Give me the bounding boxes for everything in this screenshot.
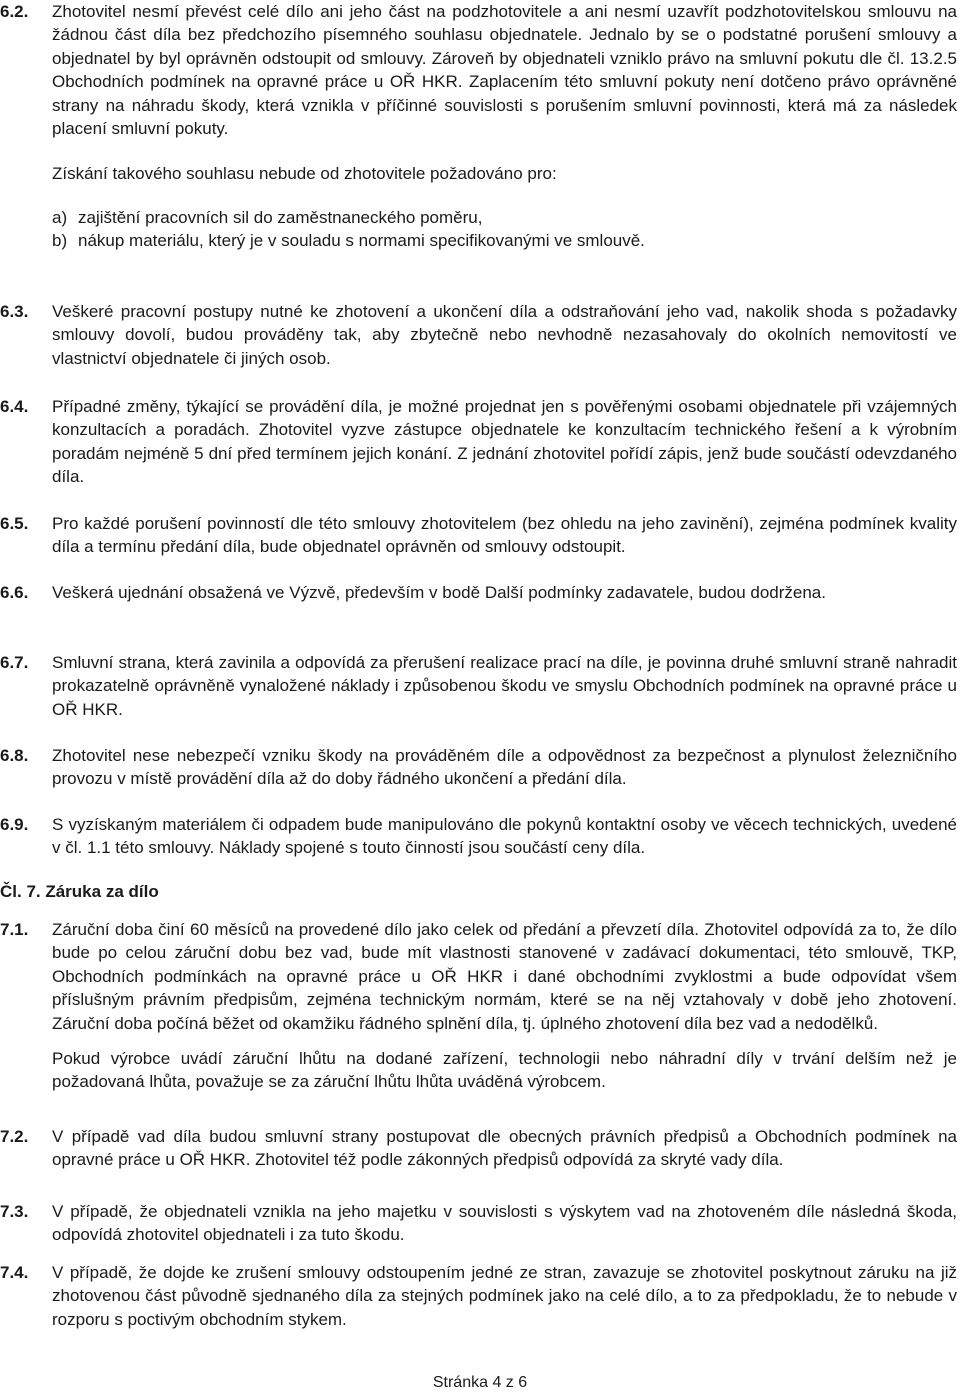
- clause-text: Zhotovitel nesmí převést celé dílo ani jeho část na podzhotovitele a ani nesmí uzavřít podzhotovitelskou smlouvu na žádnou část díla bez předchozího písemného souhlasu objednatele. Jednalo by se o podstatné porušení smlouvy a objednatel by byl oprávněn odstoupit od smlouvy. Zároveň by objednateli vzniklo právo na smluvní pokutu dle čl. 13.2.5 Obchodních podmínek na opravné práce u OŘ HKR. Zaplacením této smluvní pokuty není dotčeno právo oprávněné strany na náhradu škody, která vznikla v příčinné souvislosti s porušením smluvní povinnosti, která má za následek placení smluvní pokuty.: [52, 2, 957, 139]
- clause-body: [52, 0, 957, 253]
- clause-intro: Získání takového souhlasu nebude od zhotovitele požadováno pro:: [52, 164, 557, 184]
- clause-7-2: [0, 1125, 957, 1172]
- list-item: [52, 229, 957, 252]
- clause-text: Záruční doba činí 60 měsíců na provedené dílo jako celek od předání a převzetí díla. Zhotovitel odpovídá za to, že dílo bude po celou záruční dobu bez vad, bude mít vlastnosti stanovené v zadávací dokumentaci, této smlouvě, TKP, Obchodních podmínkách na opravné práce u OŘ HKR i dané obchodními zvyklostmi a bude odpovídat všem příslušným právním předpisům, zejména technickým normám, které se na něj vztahovaly v době jeho zhotovení. Záruční doba počíná běžet od okamžiku řádného splnění díla, tj. úplného zhotovení díla bez vad a nedodělků.: [52, 920, 957, 1033]
- clause-number: 7.1.: [0, 920, 29, 939]
- section-heading: Čl. 7. Záruka za dílo: [0, 882, 159, 901]
- clause-text: V případě vad díla budou smluvní strany postupovat dle obecných právních předpisů a Obchodních podmínek na opravné práce u OŘ HKR. Zhotovitel též podle zákonných předpisů odpovídá za skryté vady díla.: [52, 1127, 957, 1170]
- clause-number: 7.2.: [0, 1127, 29, 1146]
- clause-6-8: [0, 744, 957, 791]
- list-marker: a): [52, 207, 68, 227]
- clause-6-4: [0, 395, 957, 489]
- clause-text: S vyzískaným materiálem či odpadem bude manipulováno dle pokynů kontaktní osoby ve věcech technických, uvedené v čl. 1.1 této smlouvy. Náklady spojené s touto činností jsou součástí ceny díla.: [52, 815, 957, 858]
- clause-text: Veškerá ujednání obsažená ve Výzvě, především v bodě Další podmínky zadavatele, budou dodržena.: [52, 583, 826, 602]
- clause-number: 6.2.: [0, 2, 29, 21]
- clause-number: 7.3.: [0, 1202, 29, 1221]
- clause-6-7: [0, 651, 957, 721]
- exception-list: [52, 206, 957, 253]
- clause-number: 6.5.: [0, 514, 29, 533]
- clause-text: Případné změny, týkající se provádění díla, je možné projednat jen s pověřenými osobami objednatele při vzájemných konzultacích a poradách. Zhotovitel vyzve zástupce objednatele ke konzultacím technického řešení a k výrobním poradám nejméně 5 dní před termínem jejich konání. Z jednání zhotovitel pořídí zápis, jenž bude součástí odevzdaného díla.: [52, 397, 957, 487]
- clause-text: Pro každé porušení povinností dle této smlouvy zhotovitelem (bez ohledu na jeho zavinění), zejména podmínek kvality díla a termínu předání díla, bude objednatel oprávněn od smlouvy odstoupit.: [52, 514, 957, 557]
- list-text: nákup materiálu, který je v souladu s normami specifikovanými ve smlouvě.: [78, 231, 645, 251]
- clause-text: V případě, že dojde ke zrušení smlouvy odstoupením jedné ze stran, zavazuje se zhotovitel poskytnout záruku na již zhotovenou část původně sjednaného díla za stejných podmínek jako na celé dílo, a to za předpokladu, že to nebude v rozporu s poctivým obchodním stykem.: [52, 1263, 957, 1329]
- clause-6-6: [0, 581, 957, 604]
- clause-text: Zhotovitel nese nebezpečí vzniku škody na prováděném díle a odpovědnost za bezpečnost a plynulost železničního provozu v místě provádění díla až do doby řádného ukončení a předání díla.: [52, 746, 957, 789]
- list-text: zajištění pracovních sil do zaměstnaneckého poměru,: [78, 207, 483, 227]
- list-marker: b): [52, 231, 68, 251]
- clause-number: 6.6.: [0, 583, 29, 602]
- clause-6-2: [0, 0, 957, 253]
- list-item: [52, 206, 957, 229]
- clause-number: 7.4.: [0, 1263, 29, 1282]
- clause-text: V případě, že objednateli vznikla na jeho majetku v souvislosti s výskytem vad na zhotoveném díle následná škoda, odpovídá zhotovitel objednateli i za tuto škodu.: [52, 1202, 957, 1245]
- clause-7-3: [0, 1200, 957, 1247]
- clause-6-5: [0, 512, 957, 559]
- clause-number: 6.7.: [0, 653, 29, 672]
- clause-number: 6.3.: [0, 302, 29, 321]
- clause-number: 6.4.: [0, 397, 29, 416]
- clause-text: Veškeré pracovní postupy nutné ke zhotovení a ukončení díla a odstraňování jeho vad, nakolik shoda s požadavky smlouvy dovolí, budou prováděny tak, aby zbytečně nebo nevhodně nezasahovaly do okolních nemovitostí ve vlastnictví objednatele či jiných osob.: [52, 302, 957, 368]
- clause-number: 6.8.: [0, 746, 29, 765]
- clause-6-9: [0, 813, 957, 860]
- clause-6-3: [0, 300, 957, 370]
- clause-7-1: [0, 918, 957, 1094]
- clause-text-2: Pokud výrobce uvádí záruční lhůtu na dodané zařízení, technologii nebo náhradní díly v trvání delším než je požadovaná lhůta, považuje se za záruční lhůtu lhůta uváděná výrobcem.: [52, 1049, 957, 1092]
- page-footer: Stránka 4 z 6: [432, 1374, 528, 1391]
- clause-7-4: [0, 1261, 957, 1331]
- clause-number: 6.9.: [0, 815, 29, 834]
- clause-text: Smluvní strana, která zavinila a odpovídá za přerušení realizace prací na díle, je povinna druhé smluvní straně nahradit prokazatelně oprávněně vynaložené náklady i způsobenou škodu ve smyslu Obchodních podmínek na opravné práce u OŘ HKR.: [52, 653, 957, 719]
